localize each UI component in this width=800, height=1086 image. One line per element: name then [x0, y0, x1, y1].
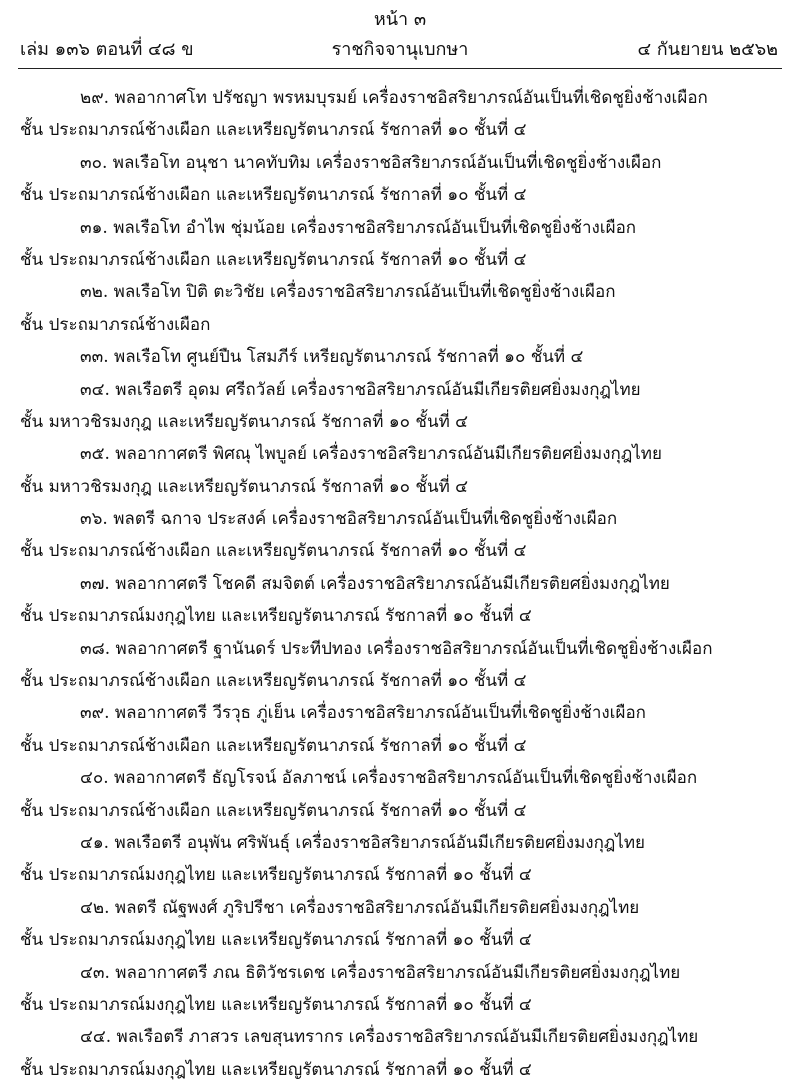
entry-line-continued: ชั้น ประถมาภรณ์มงกุฎไทย และเหรียญรัตนาภรณ์ รัชกาลที่ ๑๐ ชั้นที่ ๔ [20, 1059, 532, 1080]
entry-line-continued: ชั้น ประถมาภรณ์ช้างเผือก และเหรียญรัตนาภรณ์ รัชกาลที่ ๑๐ ชั้นที่ ๔ [20, 735, 527, 756]
publication-date: ๔ กันยายน ๒๕๖๒ [637, 39, 778, 60]
entry-list [20, 82, 780, 1086]
entry-line-first: ๔๑. พลเรือตรี อนุพัน ศริพันธุ์ เครื่องราชอิสริยาภรณ์อันมีเกียรติยศยิ่งมงกุฎไทย [80, 832, 645, 853]
entry-41 [20, 827, 780, 892]
entry-line-first: ๓๔. พลเรือตรี อุดม ศรีถวัลย์ เครื่องราชอิสริยาภรณ์อันมีเกียรติยศยิ่งมงกุฎไทย [80, 379, 641, 400]
entry-32 [20, 276, 780, 341]
entry-line-continued: ชั้น มหาวชิรมงกุฎ และเหรียญรัตนาภรณ์ รัชกาลที่ ๑๐ ชั้นที่ ๔ [20, 411, 469, 432]
entry-line-continued: ชั้น ประถมาภรณ์มงกุฎไทย และเหรียญรัตนาภรณ์ รัชกาลที่ ๑๐ ชั้นที่ ๔ [20, 606, 532, 627]
entry-29 [20, 82, 780, 147]
entry-40 [20, 762, 780, 827]
entry-line-continued: ชั้น มหาวชิรมงกุฎ และเหรียญรัตนาภรณ์ รัชกาลที่ ๑๐ ชั้นที่ ๔ [20, 476, 469, 497]
entry-34 [20, 374, 780, 439]
entry-line-first: ๓๑. พลเรือโท อำไพ ชุ่มน้อย เครื่องราชอิสริยาภรณ์อันเป็นที่เชิดชูยิ่งช้างเผือก [80, 217, 637, 238]
entry-line-continued: ชั้น ประถมาภรณ์ช้างเผือก [20, 314, 211, 335]
header-divider [18, 68, 782, 69]
entry-37 [20, 568, 780, 633]
entry-line-first: ๔๒. พลตรี ณัฐพงศ์ ภูริปรีชา เครื่องราชอิสริยาภรณ์อันมีเกียรติยศยิ่งมงกุฎไทย [80, 897, 640, 918]
gazette-name: ราชกิจจานุเบกษา [331, 39, 469, 60]
entry-38 [20, 633, 780, 698]
entry-line-first: ๓๓. พลเรือโท ศูนย์ปืน โสมภีร์ เหรียญรัตนาภรณ์ รัชกาลที่ ๑๐ ชั้นที่ ๔ [80, 347, 584, 368]
entry-line-continued: ชั้น ประถมาภรณ์มงกุฎไทย และเหรียญรัตนาภรณ์ รัชกาลที่ ๑๐ ชั้นที่ ๔ [20, 994, 532, 1015]
entry-line-first: ๓๙. พลอากาศตรี วีรวุธ ภู่เย็น เครื่องราชอิสริยาภรณ์อันเป็นที่เชิดชูยิ่งช้างเผือก [80, 703, 646, 724]
page-number: หน้า ๓ [373, 9, 427, 30]
entry-42 [20, 892, 780, 957]
entry-39 [20, 697, 780, 762]
entry-line-continued: ชั้น ประถมาภรณ์ช้างเผือก และเหรียญรัตนาภรณ์ รัชกาลที่ ๑๐ ชั้นที่ ๔ [20, 800, 527, 821]
entry-line-first: ๓๕. พลอากาศตรี พิศณุ ไพบูลย์ เครื่องราชอิสริยาภรณ์อันมีเกียรติยศยิ่งมงกุฎไทย [80, 444, 662, 465]
entry-line-first: ๔๓. พลอากาศตรี ภณ ธิติวัชรเดช เครื่องราชอิสริยาภรณ์อันมีเกียรติยศยิ่งมงกุฎไทย [80, 962, 681, 983]
entry-line-first: ๔๔. พลเรือตรี ภาสวร เลขสุนทรากร เครื่องราชอิสริยาภรณ์อันมีเกียรติยศยิ่งมงกุฎไทย [80, 1027, 699, 1048]
entry-line-continued: ชั้น ประถมาภรณ์มงกุฎไทย และเหรียญรัตนาภรณ์ รัชกาลที่ ๑๐ ชั้นที่ ๔ [20, 865, 532, 886]
entry-30 [20, 147, 780, 212]
entry-44 [20, 1021, 780, 1086]
entry-line-first: ๓๐. พลเรือโท อนุชา นาคทับทิม เครื่องราชอิสริยาภรณ์อันเป็นที่เชิดชูยิ่งช้างเผือก [80, 152, 662, 173]
entry-line-continued: ชั้น ประถมาภรณ์ช้างเผือก และเหรียญรัตนาภรณ์ รัชกาลที่ ๑๐ ชั้นที่ ๔ [20, 671, 527, 692]
entry-33 [20, 341, 780, 373]
entry-36 [20, 503, 780, 568]
entry-line-continued: ชั้น ประถมาภรณ์ช้างเผือก และเหรียญรัตนาภรณ์ รัชกาลที่ ๑๐ ชั้นที่ ๔ [20, 541, 527, 562]
entry-line-continued: ชั้น ประถมาภรณ์ช้างเผือก และเหรียญรัตนาภรณ์ รัชกาลที่ ๑๐ ชั้นที่ ๔ [20, 120, 527, 141]
entry-35 [20, 438, 780, 503]
entry-line-first: ๒๙. พลอากาศโท ปรัชญา พรหมบุรมย์ เครื่องราชอิสริยาภรณ์อันเป็นที่เชิดชูยิ่งช้างเผือก [80, 88, 708, 108]
entry-line-first: ๓๖. พลตรี ฉกาจ ประสงค์ เครื่องราชอิสริยาภรณ์อันเป็นที่เชิดชูยิ่งช้างเผือก [80, 509, 618, 530]
entry-line-first: ๔๐. พลอากาศตรี ธัญโรจน์ อัลภาชน์ เครื่องราชอิสริยาภรณ์อันเป็นที่เชิดชูยิ่งช้างเผือก [80, 768, 698, 789]
entry-line-continued: ชั้น ประถมาภรณ์ช้างเผือก และเหรียญรัตนาภรณ์ รัชกาลที่ ๑๐ ชั้นที่ ๔ [20, 249, 527, 270]
volume-issue: เล่ม ๑๓๖ ตอนที่ ๔๘ ข [20, 39, 194, 60]
entry-line-first: ๓๒. พลเรือโท ปิติ ตะวิชัย เครื่องราชอิสริยาภรณ์อันเป็นที่เชิดชูยิ่งช้างเผือก [80, 282, 616, 303]
entry-31 [20, 212, 780, 277]
entry-line-continued: ชั้น ประถมาภรณ์ช้างเผือก และเหรียญรัตนาภรณ์ รัชกาลที่ ๑๐ ชั้นที่ ๔ [20, 185, 527, 206]
entry-43 [20, 957, 780, 1022]
entry-line-continued: ชั้น ประถมาภรณ์มงกุฎไทย และเหรียญรัตนาภรณ์ รัชกาลที่ ๑๐ ชั้นที่ ๔ [20, 930, 532, 951]
entry-line-first: ๓๘. พลอากาศตรี ฐานันดร์ ประทีปทอง เครื่องราชอิสริยาภรณ์อันเป็นที่เชิดชูยิ่งช้างเผือก [80, 638, 713, 659]
entry-line-first: ๓๗. พลอากาศตรี โชคดี สมจิตต์ เครื่องราชอิสริยาภรณ์อันมีเกียรติยศยิ่งมงกุฎไทย [80, 573, 670, 594]
